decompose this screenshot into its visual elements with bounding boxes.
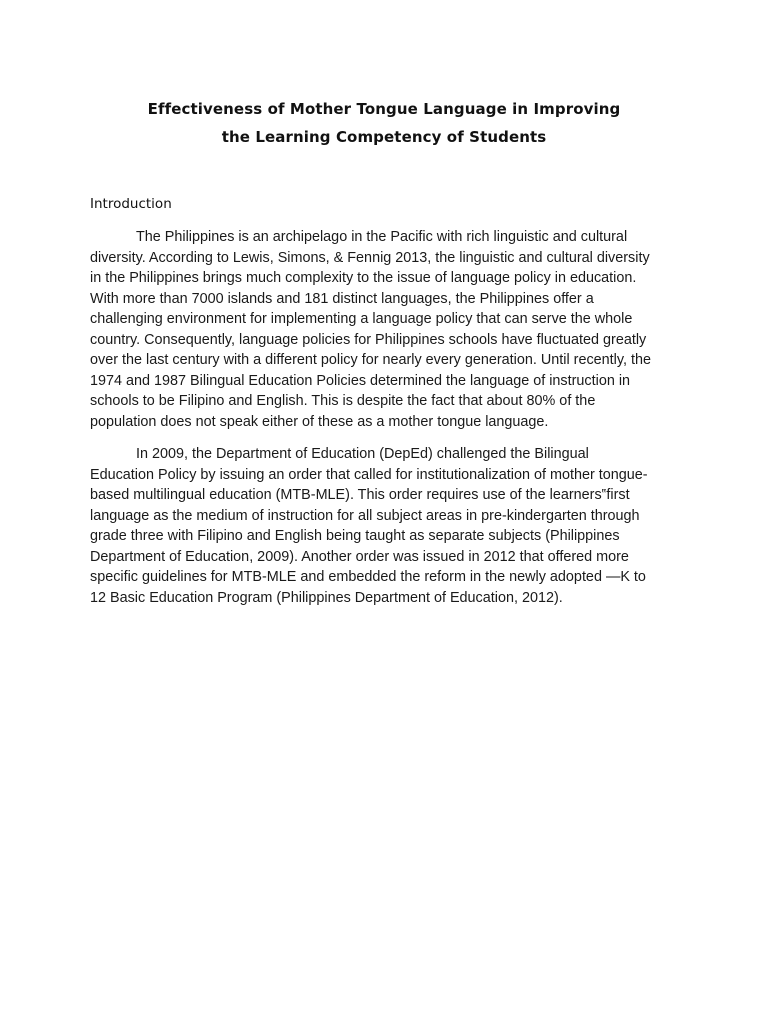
paragraph-line: Department of Education, 2009). Another order was issued in 2012 that offered more xyxy=(90,548,629,565)
section-heading: Introduction xyxy=(90,196,172,212)
paragraph-line: diversity. According to Lewis, Simons, & Fennig 2013, the linguistic and cultural diversity xyxy=(90,249,650,266)
paragraph-line: In 2009, the Department of Education (DepEd) challenged the Bilingual xyxy=(136,446,589,462)
paragraph-line: 1974 and 1987 Bilingual Education Policies determined the language of instruction in xyxy=(90,372,631,389)
paragraph-line: challenging environment for implementing a language policy that can serve the whole xyxy=(90,311,633,327)
paragraph-line: Education Policy by issuing an order that called for institutionalization of mother tongue- xyxy=(90,466,648,483)
paragraph-1 xyxy=(90,227,656,432)
paragraph-line: With more than 7000 islands and 181 distinct languages, the Philippines offer a xyxy=(90,290,594,307)
paragraph-line: schools to be Filipino and English. This is despite the fact that about 80% of the xyxy=(90,393,596,409)
paragraph-line: 12 Basic Education Program (Philippines Department of Education, 2012). xyxy=(90,589,563,606)
paragraph-line: language as the medium of instruction for all subject areas in pre-kindergarten through xyxy=(90,507,640,524)
paragraph-line: grade three with Filipino and English being taught as separate subjects (Philippines xyxy=(90,528,620,544)
paragraph-2 xyxy=(90,444,656,608)
paragraph-line: The Philippines is an archipelago in the Pacific with rich linguistic and cultural xyxy=(136,229,628,245)
paragraph-line: in the Philippines brings much complexity to the issue of language policy in education. xyxy=(90,270,637,286)
title-line: Effectiveness of Mother Tongue Language in Improving xyxy=(147,100,621,118)
paragraph-line: country. Consequently, language policies for Philippines schools have fluctuated greatly xyxy=(90,331,647,348)
paragraph-line: based multilingual education (MTB-MLE). This order requires use of the learners‟first xyxy=(90,487,630,503)
paragraph-line: population does not speak either of these as a mother tongue language. xyxy=(90,413,549,430)
paragraph-line: over the last century with a different policy for nearly every generation. Until recently, the xyxy=(90,352,651,368)
document-title xyxy=(80,95,688,151)
title-line: the Learning Competency of Students xyxy=(221,128,547,146)
paragraph-line: specific guidelines for MTB-MLE and embedded the reform in the newly adopted ―K to xyxy=(90,569,646,585)
